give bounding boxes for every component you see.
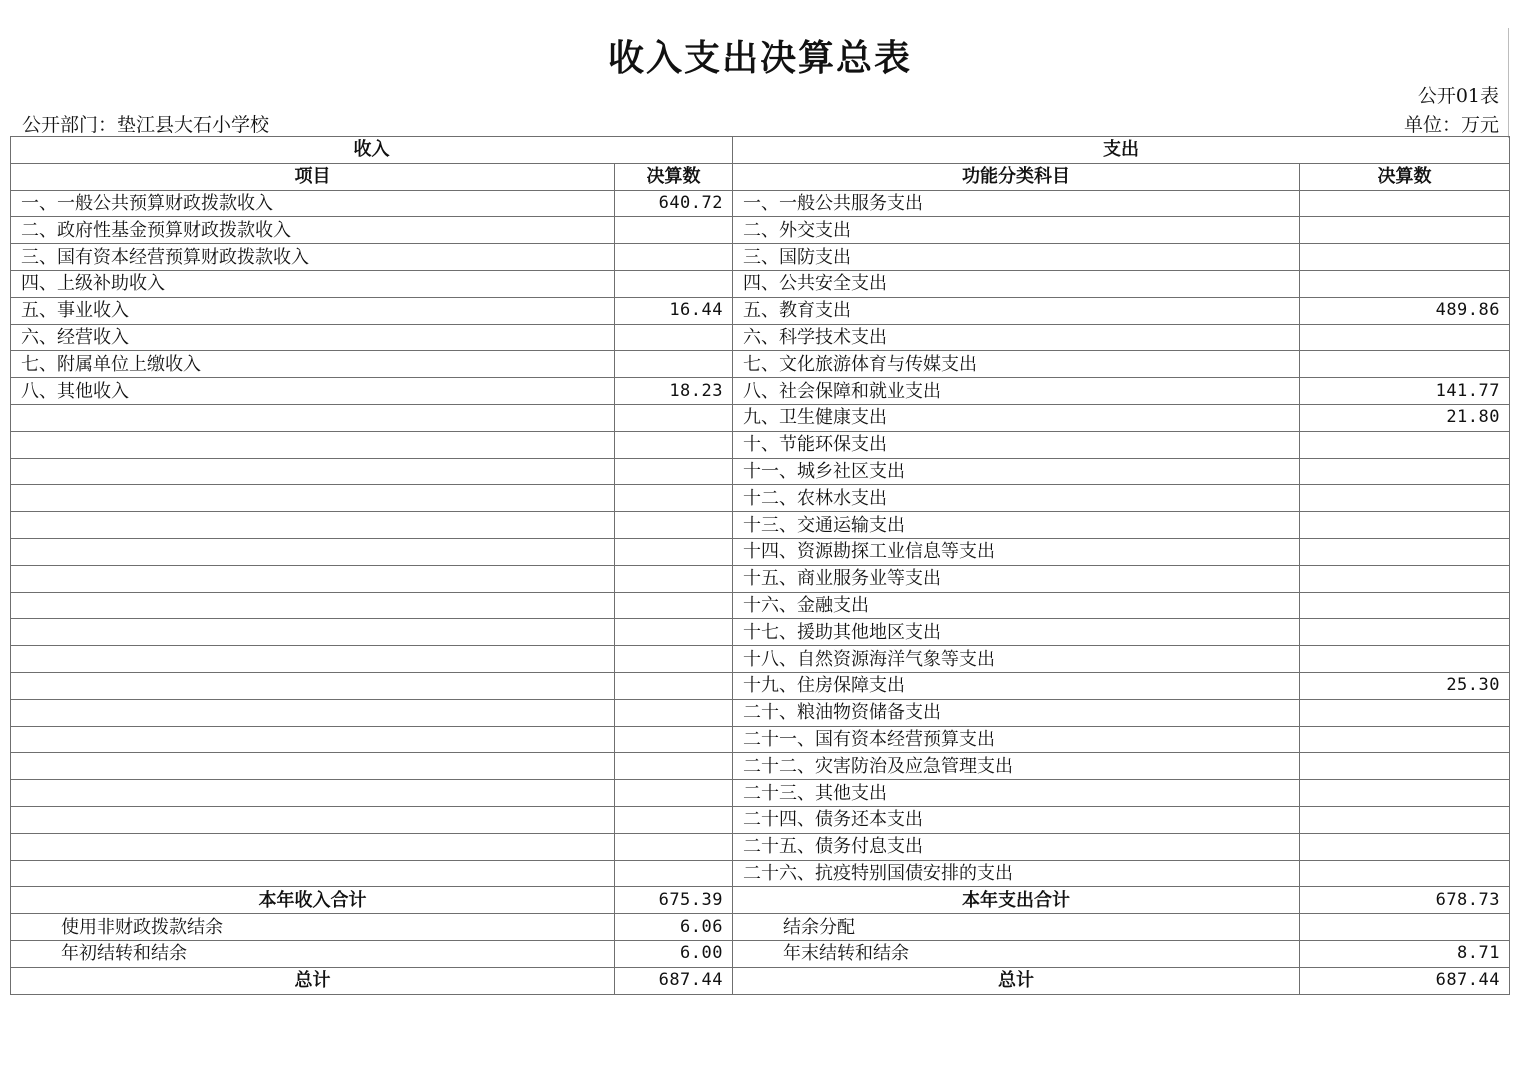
income-item-cell <box>11 672 615 699</box>
expense-item-cell: 十四、资源勘探工业信息等支出 <box>733 538 1300 565</box>
section-header-row <box>11 137 1510 164</box>
income-balance-amount: 6.00 <box>615 940 733 967</box>
income-amount-cell <box>615 565 733 592</box>
income-item-cell: 三、国有资本经营预算财政拨款收入 <box>11 244 615 271</box>
income-amount-cell <box>615 270 733 297</box>
expense-item-cell: 二十四、债务还本支出 <box>733 806 1300 833</box>
expense-amount-cell <box>1300 860 1510 887</box>
expense-item-cell: 八、社会保障和就业支出 <box>733 378 1300 405</box>
expense-amount-cell: 25.30 <box>1300 672 1510 699</box>
amount-column-header: 决算数 <box>615 163 733 190</box>
item-column-header: 项目 <box>11 163 615 190</box>
expense-amount-cell <box>1300 217 1510 244</box>
income-amount-cell <box>615 217 733 244</box>
expense-amount-cell: 21.80 <box>1300 404 1510 431</box>
expense-amount-cell <box>1300 458 1510 485</box>
table-row <box>11 512 1510 539</box>
income-item-cell <box>11 431 615 458</box>
income-amount-cell <box>615 619 733 646</box>
income-amount-cell: 640.72 <box>615 190 733 217</box>
table-row <box>11 565 1510 592</box>
income-amount-cell <box>615 324 733 351</box>
income-amount-cell <box>615 860 733 887</box>
expense-amount-cell <box>1300 619 1510 646</box>
income-item-cell <box>11 753 615 780</box>
income-expense-table <box>10 136 1510 995</box>
expense-amount-cell <box>1300 806 1510 833</box>
expense-amount-cell <box>1300 565 1510 592</box>
table-row <box>11 485 1510 512</box>
unit-label: 单位：万元 <box>1403 114 1499 136</box>
expense-item-cell: 六、科学技术支出 <box>733 324 1300 351</box>
subtotal-row <box>11 887 1510 914</box>
expense-item-cell: 三、国防支出 <box>733 244 1300 271</box>
income-amount-cell <box>615 458 733 485</box>
expense-total-amount: 687.44 <box>1300 967 1510 994</box>
expense-item-cell: 十九、住房保障支出 <box>733 672 1300 699</box>
income-item-cell: 一、一般公共预算财政拨款收入 <box>11 190 615 217</box>
table-row <box>11 351 1510 378</box>
table-row <box>11 619 1510 646</box>
expense-item-cell: 十五、商业服务业等支出 <box>733 565 1300 592</box>
income-item-cell <box>11 780 615 807</box>
table-row <box>11 780 1510 807</box>
expense-amount-cell <box>1300 538 1510 565</box>
expense-item-cell: 九、卫生健康支出 <box>733 404 1300 431</box>
expense-item-cell: 二十五、债务付息支出 <box>733 833 1300 860</box>
expense-item-cell: 二、外交支出 <box>733 217 1300 244</box>
table-row <box>11 244 1510 271</box>
expense-item-cell: 二十二、灾害防治及应急管理支出 <box>733 753 1300 780</box>
table-row <box>11 217 1510 244</box>
table-row <box>11 646 1510 673</box>
table-row <box>11 431 1510 458</box>
income-item-cell <box>11 512 615 539</box>
income-amount-cell <box>615 431 733 458</box>
income-balance-amount: 6.06 <box>615 914 733 941</box>
expense-amount-cell <box>1300 592 1510 619</box>
expense-subtotal-label: 本年支出合计 <box>733 887 1300 914</box>
expense-total-label: 总计 <box>733 967 1300 994</box>
income-amount-cell <box>615 351 733 378</box>
function-class-column-header: 功能分类科目 <box>733 163 1300 190</box>
income-item-cell: 五、事业收入 <box>11 297 615 324</box>
table-row <box>11 270 1510 297</box>
income-balance-item: 使用非财政拨款结余 <box>11 914 615 941</box>
table-row <box>11 324 1510 351</box>
income-balance-item: 年初结转和结余 <box>11 940 615 967</box>
table-row <box>11 806 1510 833</box>
income-amount-cell <box>615 538 733 565</box>
expense-amount-cell <box>1300 270 1510 297</box>
expense-item-cell: 十二、农林水支出 <box>733 485 1300 512</box>
table-row <box>11 726 1510 753</box>
expense-amount-cell <box>1300 244 1510 271</box>
income-item-cell <box>11 806 615 833</box>
expense-item-cell: 二十三、其他支出 <box>733 780 1300 807</box>
income-item-cell <box>11 699 615 726</box>
income-item-cell <box>11 860 615 887</box>
income-item-cell <box>11 833 615 860</box>
expense-item-cell: 十三、交通运输支出 <box>733 512 1300 539</box>
table-row <box>11 860 1510 887</box>
income-item-cell: 六、经营收入 <box>11 324 615 351</box>
table-row <box>11 190 1510 217</box>
expense-balance-amount: 8.71 <box>1300 940 1510 967</box>
table-row <box>11 753 1510 780</box>
income-amount-cell: 16.44 <box>615 297 733 324</box>
income-amount-cell <box>615 592 733 619</box>
expense-item-cell: 十八、自然资源海洋气象等支出 <box>733 646 1300 673</box>
expense-subtotal-amount: 678.73 <box>1300 887 1510 914</box>
table-row <box>11 378 1510 405</box>
expense-amount-cell <box>1300 726 1510 753</box>
expense-amount-cell <box>1300 431 1510 458</box>
income-item-cell <box>11 619 615 646</box>
income-amount-cell <box>615 404 733 431</box>
form-number: 公开01表 <box>1417 85 1499 107</box>
expense-amount-cell <box>1300 699 1510 726</box>
expense-item-cell: 四、公共安全支出 <box>733 270 1300 297</box>
income-section-header: 收入 <box>11 137 733 164</box>
expense-amount-column-header: 决算数 <box>1300 163 1510 190</box>
income-amount-cell <box>615 833 733 860</box>
income-item-cell <box>11 404 615 431</box>
income-item-cell: 八、其他收入 <box>11 378 615 405</box>
expense-item-cell: 十七、援助其他地区支出 <box>733 619 1300 646</box>
expense-amount-cell <box>1300 512 1510 539</box>
page-title: 收入支出决算总表 <box>607 38 912 79</box>
income-amount-cell <box>615 753 733 780</box>
expense-amount-cell <box>1300 833 1510 860</box>
department-label: 公开部门：垫江县大石小学校 <box>22 114 270 136</box>
expense-amount-cell: 141.77 <box>1300 378 1510 405</box>
expense-amount-cell <box>1300 485 1510 512</box>
total-row <box>11 967 1510 994</box>
expense-amount-cell <box>1300 753 1510 780</box>
income-item-cell <box>11 458 615 485</box>
expense-amount-cell <box>1300 324 1510 351</box>
expense-item-cell: 二十一、国有资本经营预算支出 <box>733 726 1300 753</box>
income-amount-cell <box>615 780 733 807</box>
table-row <box>11 297 1510 324</box>
income-amount-cell: 18.23 <box>615 378 733 405</box>
income-amount-cell <box>615 244 733 271</box>
expense-amount-cell <box>1300 780 1510 807</box>
expense-amount-cell <box>1300 351 1510 378</box>
income-item-cell <box>11 646 615 673</box>
expense-balance-item: 结余分配 <box>733 914 1300 941</box>
income-amount-cell <box>615 806 733 833</box>
income-amount-cell <box>615 646 733 673</box>
expense-item-cell: 十六、金融支出 <box>733 592 1300 619</box>
expense-balance-item: 年末结转和结余 <box>733 940 1300 967</box>
table-row <box>11 404 1510 431</box>
income-amount-cell <box>615 672 733 699</box>
balance-row <box>11 940 1510 967</box>
income-item-cell <box>11 592 615 619</box>
income-amount-cell <box>615 726 733 753</box>
income-item-cell: 七、附属单位上缴收入 <box>11 351 615 378</box>
income-item-cell <box>11 538 615 565</box>
table-row <box>11 672 1510 699</box>
expense-section-header: 支出 <box>733 137 1510 164</box>
income-amount-cell <box>615 699 733 726</box>
table-row <box>11 699 1510 726</box>
expense-item-cell: 十一、城乡社区支出 <box>733 458 1300 485</box>
expense-balance-amount <box>1300 914 1510 941</box>
expense-amount-cell: 489.86 <box>1300 297 1510 324</box>
column-header-row <box>11 163 1510 190</box>
table-row <box>11 538 1510 565</box>
income-item-cell <box>11 726 615 753</box>
income-amount-cell <box>615 512 733 539</box>
expense-item-cell: 七、文化旅游体育与传媒支出 <box>733 351 1300 378</box>
expense-item-cell: 二十、粮油物资储备支出 <box>733 699 1300 726</box>
income-item-cell: 二、政府性基金预算财政拨款收入 <box>11 217 615 244</box>
income-item-cell <box>11 485 615 512</box>
income-subtotal-label: 本年收入合计 <box>11 887 615 914</box>
income-item-cell: 四、上级补助收入 <box>11 270 615 297</box>
table-row <box>11 592 1510 619</box>
expense-amount-cell <box>1300 190 1510 217</box>
income-total-amount: 687.44 <box>615 967 733 994</box>
expense-amount-cell <box>1300 646 1510 673</box>
expense-item-cell: 一、一般公共服务支出 <box>733 190 1300 217</box>
table-row <box>11 833 1510 860</box>
expense-item-cell: 十、节能环保支出 <box>733 431 1300 458</box>
expense-item-cell: 五、教育支出 <box>733 297 1300 324</box>
balance-row <box>11 914 1510 941</box>
income-subtotal-amount: 675.39 <box>615 887 733 914</box>
income-amount-cell <box>615 485 733 512</box>
table-row <box>11 458 1510 485</box>
income-item-cell <box>11 565 615 592</box>
expense-item-cell: 二十六、抗疫特别国债安排的支出 <box>733 860 1300 887</box>
income-total-label: 总计 <box>11 967 615 994</box>
